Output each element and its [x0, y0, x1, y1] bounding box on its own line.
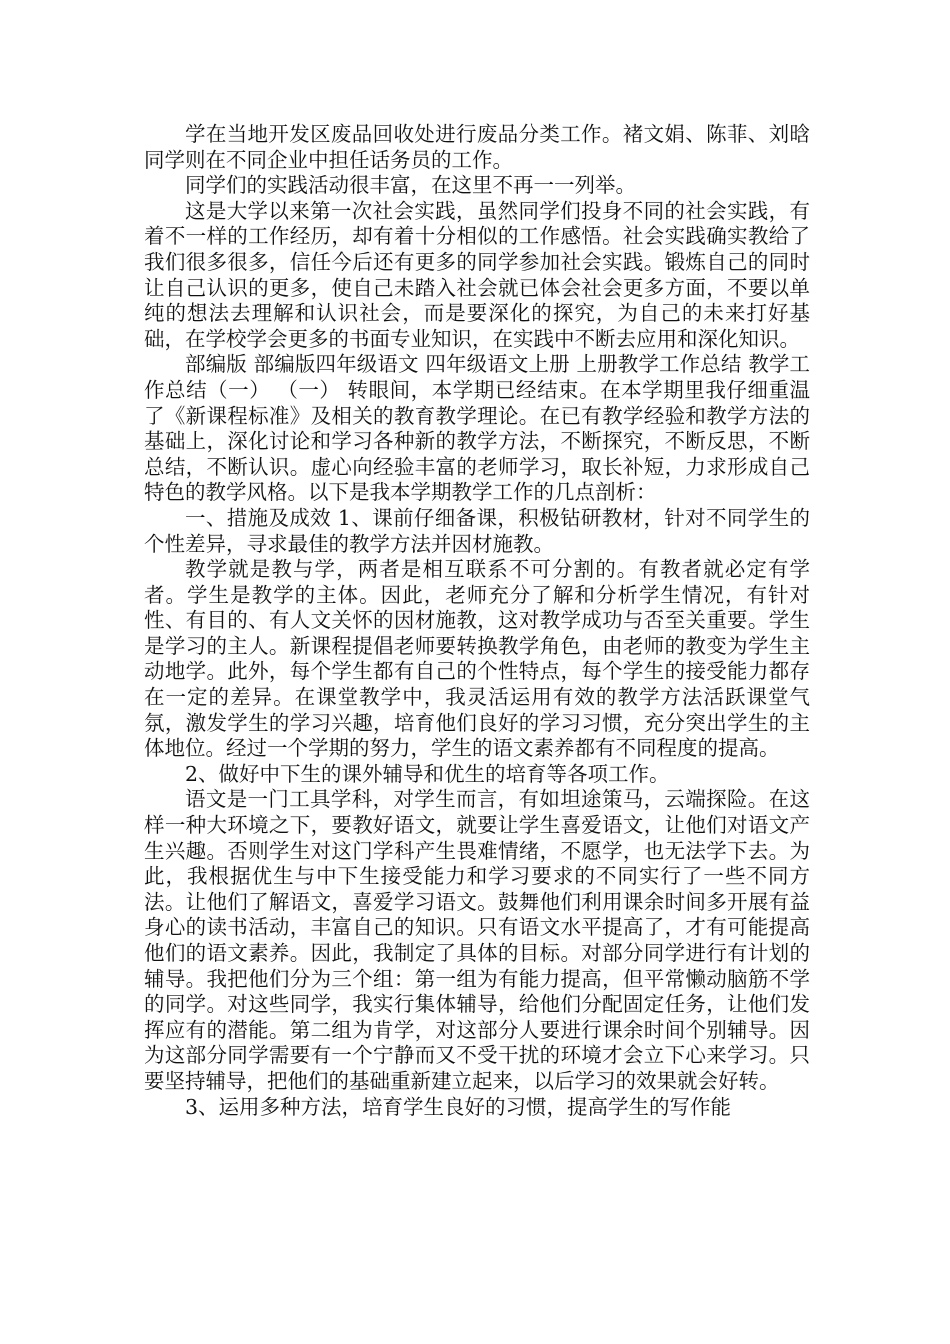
paragraph-6: 教学就是教与学，两者是相互联系不可分割的。有教者就必定有学者。学生是教学的主体。因此，老师充分了解和分析学生情况，有针对性、有目的、有人文关怀的因材施教，这对教学成功与否至关重要。学生是学习的主人。新课程提倡老师要转换教学角色，由老师的教变为学生主动地学。此外，每个学生都有自己的个性特点，每个学生的接受能力都存在一定的差异。在课堂教学中，我灵活运用有效的教学方法活跃课堂气氛，激发学生的学习兴趣，培育他们良好的学习习惯，充分突出学生的主体地位。经过一个学期的努力，学生的语文素养都有不同程度的提高。	[144, 557, 810, 761]
paragraph-9: 3、运用多种方法，培育学生良好的习惯，提高学生的写作能	[185, 1094, 732, 1119]
paragraph-2: 同学们的实践活动很丰富，在这里不再一一列举。	[185, 173, 636, 198]
paragraph-3: 这是大学以来第一次社会实践，虽然同学们投身不同的社会实践，有着不一样的工作经历，却有着十分相似的工作感悟。社会实践确实教给了我们很多很多，信任今后还有更多的同学参加社会实践。锻炼自己的同时让自己认识的更多，使自己未踏入社会就已体会社会更多方面，不要以单纯的想法去理解和认识社会，而是要深化的探究，为自己的未来打好基础，在学校学会更多的书面专业知识，在实践中不断去应用和深化知识。	[144, 198, 810, 351]
paragraph-1: 学在当地开发区废品回收处进行废品分类工作。褚文娟、陈菲、刘晗同学则在不同企业中担任话务员的工作。	[144, 122, 810, 172]
document-body	[144, 122, 810, 1120]
paragraph-5: 一、措施及成效 1、课前仔细备课，积极钻研教材，针对不同学生的个性差异，寻求最佳的教学方法并因材施教。	[144, 505, 810, 556]
paragraph-8: 语文是一门工具学科，对学生而言，有如坦途策马，云端探险。在这样一种大环境之下，要教好语文，就要让学生喜爱语文，让他们对语文产生兴趣。否则学生对这门学科产生畏难情绪，不愿学，也无法学下去。为此，我根据优生与中下生接受能力和学习要求的不同实行了一些不同方法。让他们了解语文，喜爱学习语文。鼓舞他们利用课余时间多开展有益身心的读书活动，丰富自己的知识。只有语文水平提高了，才有可能提高他们的语文素养。因此，我制定了具体的目标。对部分同学进行有计划的辅导。我把他们分为三个组：第一组为有能力提高，但平常懒动脑筋不学的同学。对这些同学，我实行集体辅导，给他们分配固定任务，让他们发挥应有的潜能。第二组为肯学，对这部分人要进行课余时间个别辅导。因为这部分同学需要有一个宁静而又不受干扰的环境才会立下心来学习。只要坚持辅导，把他们的基础重新建立起来，以后学习的效果就会好转。	[144, 787, 810, 1093]
paragraph-4: 部编版 部编版四年级语文 四年级语文上册 上册教学工作总结 教学工作总结（一） （一） 转眼间，本学期已经结束。在本学期里我仔细重温了《新课程标准》及相关的教育教学理论。在已有教学经验和教学方法的基础上，深化讨论和学习各种新的教学方法，不断探究，不断反思，不断总结，不断认识。虚心向经验丰富的老师学习，取长补短，力求形成自己特色的教学风格。以下是我本学期教学工作的几点剖析：	[144, 352, 810, 505]
paragraph-7: 2、做好中下生的课外辅导和优生的培育等各项工作。	[185, 761, 670, 786]
